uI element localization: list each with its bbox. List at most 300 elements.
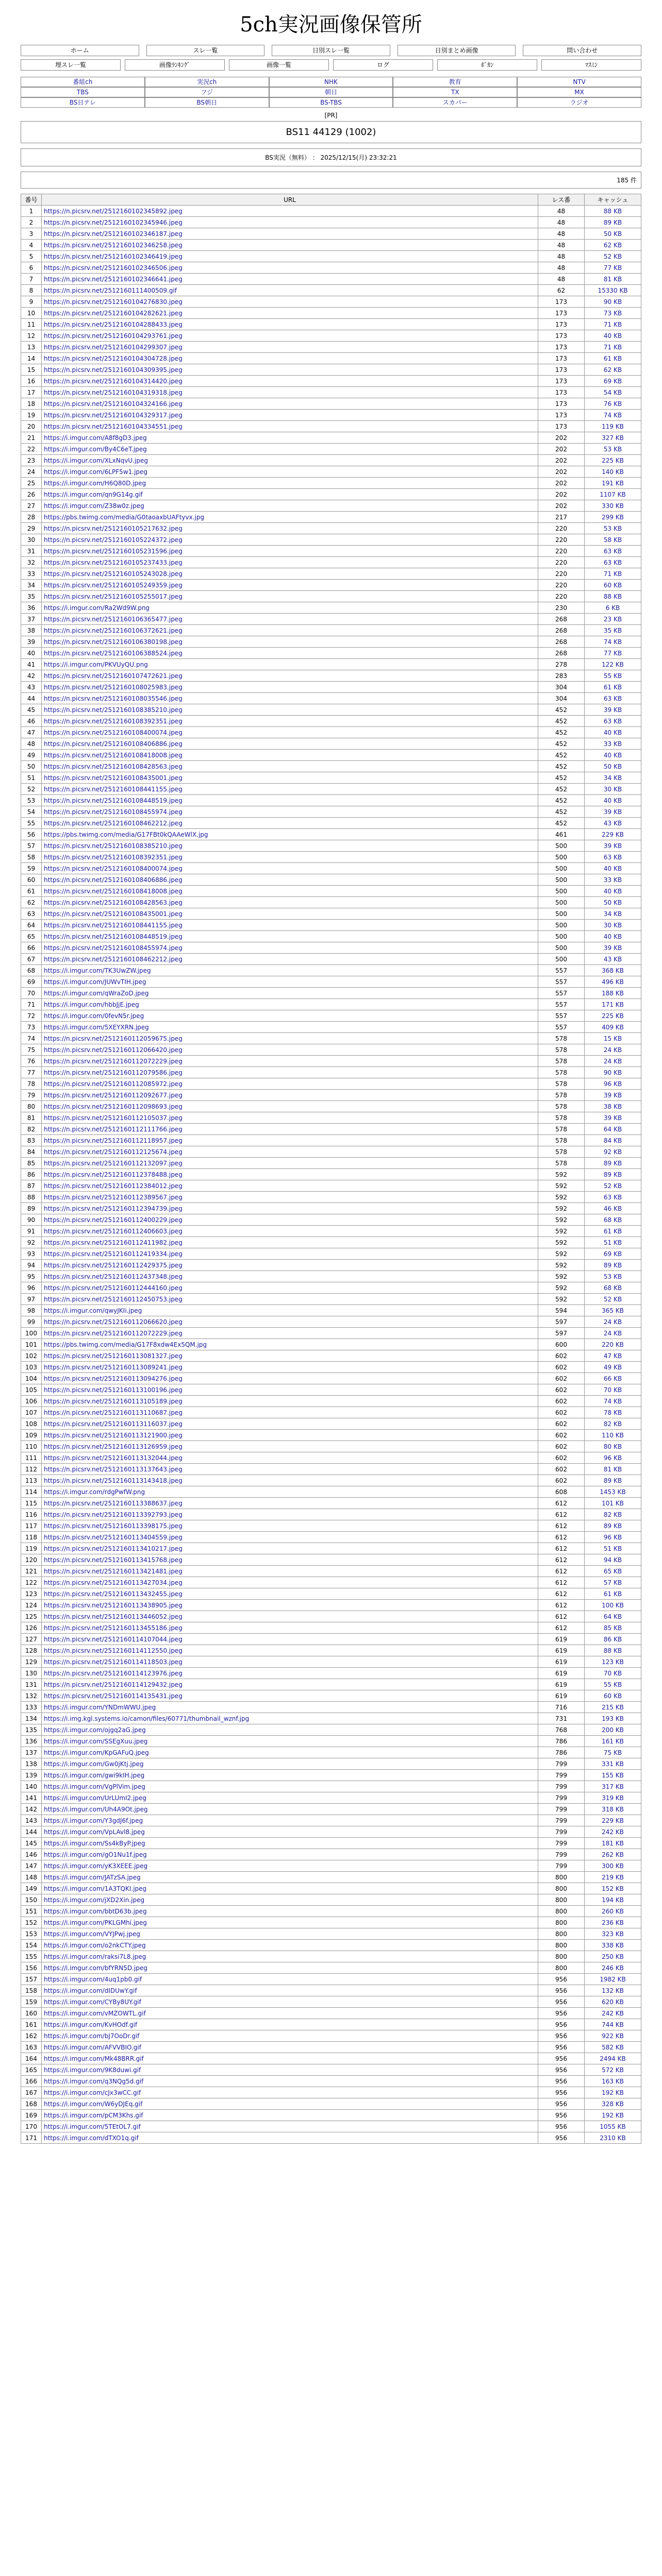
- cache-link[interactable]: 33 KB: [603, 876, 622, 884]
- image-url-link[interactable]: https://n.picsrv.net/2512160113432455.jpeg: [44, 1590, 183, 1598]
- image-url-link[interactable]: https://n.picsrv.net/2512160108462212.jpeg: [44, 819, 183, 827]
- image-url-link[interactable]: https://n.picsrv.net/2512160102346419.jpeg: [44, 252, 183, 260]
- cache-link[interactable]: 39 KB: [603, 1091, 622, 1099]
- cache-link[interactable]: 39 KB: [603, 706, 622, 714]
- cache-link[interactable]: 188 KB: [602, 989, 624, 997]
- cache-link[interactable]: 63 KB: [603, 853, 622, 861]
- cache-link[interactable]: 300 KB: [602, 1862, 624, 1870]
- cache-link[interactable]: 49 KB: [603, 1363, 622, 1371]
- cache-link[interactable]: 225 KB: [602, 456, 624, 464]
- cache-link[interactable]: 53 KB: [603, 524, 622, 532]
- cache-link[interactable]: 57 KB: [603, 1579, 622, 1586]
- station-link[interactable]: ラジオ: [517, 97, 641, 108]
- cache-link[interactable]: 40 KB: [603, 887, 622, 895]
- cache-link[interactable]: 225 KB: [602, 1012, 624, 1020]
- image-url-link[interactable]: https://n.picsrv.net/2512160112105037.jpeg: [44, 1114, 183, 1122]
- nav-image-ranking-button[interactable]: 画像ﾗﾝｷﾝｸﾞ: [125, 59, 225, 71]
- cache-link[interactable]: 250 KB: [602, 1953, 624, 1960]
- cache-link[interactable]: 24 KB: [603, 1057, 622, 1065]
- cache-link[interactable]: 69 KB: [603, 377, 622, 385]
- nav-archived-threads-button[interactable]: 埋スレ一覧: [21, 59, 121, 71]
- image-url-link[interactable]: https://n.picsrv.net/2512160104282621.jpeg: [44, 309, 183, 317]
- image-url-link[interactable]: https://n.picsrv.net/2512160112394739.jpeg: [44, 1205, 183, 1212]
- cache-link[interactable]: 582 KB: [602, 2043, 624, 2051]
- image-url-link[interactable]: https://n.picsrv.net/2512160113105189.jpeg: [44, 1397, 183, 1405]
- cache-link[interactable]: 744 KB: [602, 2021, 624, 2028]
- cache-link[interactable]: 220 KB: [602, 1341, 624, 1348]
- image-url-link[interactable]: https://n.picsrv.net/2512160113388637.jpeg: [44, 1499, 183, 1507]
- cache-link[interactable]: 39 KB: [603, 944, 622, 952]
- image-url-link[interactable]: https://n.picsrv.net/2512160104293761.jpeg: [44, 332, 183, 340]
- cache-link[interactable]: 368 KB: [602, 967, 624, 974]
- image-url-link[interactable]: https://n.picsrv.net/2512160114107044.jpeg: [44, 1635, 183, 1643]
- image-url-link[interactable]: https://i.img.kgl.systems.io/camon/files/60771/thumbnail_wznf.jpg: [44, 1715, 250, 1722]
- image-url-link[interactable]: https://n.picsrv.net/2512160113089241.jpeg: [44, 1363, 183, 1371]
- cache-link[interactable]: 191 KB: [602, 479, 624, 487]
- image-url-link[interactable]: https://n.picsrv.net/2512160112429375.jpeg: [44, 1261, 183, 1269]
- image-url-link[interactable]: https://i.imgur.com/vMZOWTL.gif: [44, 2009, 146, 2017]
- cache-link[interactable]: 123 KB: [602, 1658, 624, 1666]
- image-url-link[interactable]: https://n.picsrv.net/2512160104319318.jpeg: [44, 388, 183, 396]
- station-link[interactable]: 実況ch: [145, 77, 269, 87]
- cache-link[interactable]: 88 KB: [603, 207, 622, 215]
- cache-link[interactable]: 236 KB: [602, 1919, 624, 1926]
- image-url-link[interactable]: https://n.picsrv.net/2512160112085972.jpeg: [44, 1080, 183, 1088]
- cache-link[interactable]: 35 KB: [603, 626, 622, 634]
- cache-link[interactable]: 71 KB: [603, 570, 622, 578]
- image-url-link[interactable]: https://n.picsrv.net/2512160114129432.jpeg: [44, 1681, 183, 1688]
- image-url-link[interactable]: https://n.picsrv.net/2512160104324166.jpeg: [44, 400, 183, 408]
- cache-link[interactable]: 242 KB: [602, 1828, 624, 1836]
- cache-link[interactable]: 23 KB: [603, 615, 622, 623]
- image-url-link[interactable]: https://n.picsrv.net/2512160112059675.jpeg: [44, 1035, 183, 1042]
- image-url-link[interactable]: https://i.imgur.com/5XEYXRN.jpeg: [44, 1023, 149, 1031]
- image-url-link[interactable]: https://i.imgur.com/XLxNqvU.jpeg: [44, 456, 148, 464]
- image-url-link[interactable]: https://pbs.twimg.com/media/G17FBt0kQAAeWlX.jpg: [44, 831, 208, 838]
- cache-link[interactable]: 328 KB: [602, 2100, 624, 2108]
- image-url-link[interactable]: https://n.picsrv.net/2512160112437348.jpeg: [44, 1273, 183, 1280]
- image-url-link[interactable]: https://n.picsrv.net/2512160112406603.jpeg: [44, 1227, 183, 1235]
- image-url-link[interactable]: https://n.picsrv.net/2512160108392351.jpeg: [44, 853, 183, 861]
- cache-link[interactable]: 15 KB: [603, 1035, 622, 1042]
- image-url-link[interactable]: https://n.picsrv.net/2512160108025983.jpeg: [44, 683, 183, 691]
- image-url-link[interactable]: https://n.picsrv.net/2512160108455974.jpeg: [44, 808, 183, 816]
- cache-link[interactable]: 74 KB: [603, 638, 622, 646]
- station-link[interactable]: フジ: [145, 87, 269, 97]
- image-url-link[interactable]: https://n.picsrv.net/2512160112125674.jpeg: [44, 1148, 183, 1156]
- image-url-link[interactable]: https://n.picsrv.net/2512160113081327.jpeg: [44, 1352, 183, 1360]
- cache-link[interactable]: 171 KB: [602, 1001, 624, 1008]
- image-url-link[interactable]: https://n.picsrv.net/2512160104288433.jpeg: [44, 320, 183, 328]
- cache-link[interactable]: 85 KB: [603, 1624, 622, 1632]
- nav-image-list-button[interactable]: 画像一覧: [229, 59, 329, 71]
- image-url-link[interactable]: https://i.imgur.com/1A3TQKI.jpeg: [44, 1885, 147, 1892]
- image-url-link[interactable]: https://i.imgur.com/Z38w0z.jpeg: [44, 502, 144, 510]
- cache-link[interactable]: 81 KB: [603, 275, 622, 283]
- image-url-link[interactable]: https://n.picsrv.net/2512160113410217.jpeg: [44, 1545, 183, 1552]
- cache-link[interactable]: 73 KB: [603, 309, 622, 317]
- cache-link[interactable]: 33 KB: [603, 740, 622, 748]
- cache-link[interactable]: 51 KB: [603, 1545, 622, 1552]
- cache-link[interactable]: 64 KB: [603, 1125, 622, 1133]
- cache-link[interactable]: 40 KB: [603, 865, 622, 872]
- image-url-link[interactable]: https://i.imgur.com/By4C6eT.jpeg: [44, 445, 147, 453]
- image-url-link[interactable]: https://n.picsrv.net/2512160102345946.jpeg: [44, 218, 183, 226]
- cache-link[interactable]: 62 KB: [603, 366, 622, 374]
- cache-link[interactable]: 92 KB: [603, 1148, 622, 1156]
- image-url-link[interactable]: https://n.picsrv.net/2512160102346641.jpeg: [44, 275, 183, 283]
- image-url-link[interactable]: https://n.picsrv.net/2512160113116037.jpeg: [44, 1420, 183, 1428]
- image-url-link[interactable]: https://i.imgur.com/bfYRN5D.jpeg: [44, 1964, 147, 1972]
- image-url-link[interactable]: https://n.picsrv.net/2512160108400074.jpeg: [44, 865, 183, 872]
- cache-link[interactable]: 246 KB: [602, 1964, 624, 1972]
- cache-link[interactable]: 66 KB: [603, 1375, 622, 1382]
- cache-link[interactable]: 55 KB: [603, 1681, 622, 1688]
- cache-link[interactable]: 260 KB: [602, 1907, 624, 1915]
- image-url-link[interactable]: https://n.picsrv.net/2512160112072229.jpeg: [44, 1057, 183, 1065]
- cache-link[interactable]: 89 KB: [603, 1171, 622, 1178]
- image-url-link[interactable]: https://n.picsrv.net/2512160108385210.jpeg: [44, 842, 183, 850]
- image-url-link[interactable]: https://i.imgur.com/Gw0jKtj.jpeg: [44, 1760, 144, 1768]
- image-url-link[interactable]: https://n.picsrv.net/2512160112111766.jpeg: [44, 1125, 183, 1133]
- image-url-link[interactable]: https://n.picsrv.net/2512160112079586.jpeg: [44, 1069, 183, 1076]
- image-url-link[interactable]: https://n.picsrv.net/2512160113137643.jpeg: [44, 1465, 183, 1473]
- cache-link[interactable]: 409 KB: [602, 1023, 624, 1031]
- image-url-link[interactable]: https://i.imgur.com/hbbJjE.jpeg: [44, 1001, 139, 1008]
- image-url-link[interactable]: https://i.imgur.com/cJx3wCC.gif: [44, 2089, 141, 2096]
- cache-link[interactable]: 319 KB: [602, 1794, 624, 1802]
- image-url-link[interactable]: https://n.picsrv.net/2512160113438905.jpeg: [44, 1601, 183, 1609]
- image-url-link[interactable]: https://i.imgur.com/Uh4A9Ot.jpeg: [44, 1805, 148, 1813]
- cache-link[interactable]: 96 KB: [603, 1533, 622, 1541]
- image-url-link[interactable]: https://i.imgur.com/gO1Nu1f.jpeg: [44, 1851, 147, 1858]
- cache-link[interactable]: 89 KB: [603, 218, 622, 226]
- cache-link[interactable]: 30 KB: [603, 921, 622, 929]
- image-url-link[interactable]: https://n.picsrv.net/2512160105249359.jpeg: [44, 581, 183, 589]
- cache-link[interactable]: 110 KB: [602, 1431, 624, 1439]
- cache-link[interactable]: 61 KB: [603, 354, 622, 362]
- image-url-link[interactable]: https://n.picsrv.net/2512160106380198.jpeg: [44, 638, 183, 646]
- cache-link[interactable]: 71 KB: [603, 343, 622, 351]
- image-url-link[interactable]: https://n.picsrv.net/2512160104329317.jpeg: [44, 411, 183, 419]
- cache-link[interactable]: 82 KB: [603, 1420, 622, 1428]
- image-url-link[interactable]: https://i.imgur.com/raksi7L8.jpeg: [44, 1953, 146, 1960]
- image-url-link[interactable]: https://i.imgur.com/qwyJKIi.jpeg: [44, 1307, 142, 1314]
- cache-link[interactable]: 338 KB: [602, 1941, 624, 1949]
- cache-link[interactable]: 1055 KB: [600, 2123, 626, 2130]
- cache-link[interactable]: 50 KB: [603, 230, 622, 238]
- cache-link[interactable]: 63 KB: [603, 558, 622, 566]
- image-url-link[interactable]: https://n.picsrv.net/2512160113143418.jpeg: [44, 1477, 183, 1484]
- cache-link[interactable]: 89 KB: [603, 1261, 622, 1269]
- image-url-link[interactable]: https://i.imgur.com/9K8duwi.gif: [44, 2066, 141, 2074]
- image-url-link[interactable]: https://i.imgur.com/Mk48BRR.gif: [44, 2055, 144, 2062]
- cache-link[interactable]: 52 KB: [603, 1182, 622, 1190]
- image-url-link[interactable]: https://i.imgur.com/Ra2Wd9W.png: [44, 604, 150, 612]
- image-url-link[interactable]: https://n.picsrv.net/2512160105243028.jpeg: [44, 570, 183, 578]
- cache-link[interactable]: 52 KB: [603, 1295, 622, 1303]
- cache-link[interactable]: 100 KB: [602, 1601, 624, 1609]
- image-url-link[interactable]: https://n.picsrv.net/2512160108406886.jpeg: [44, 876, 183, 884]
- cache-link[interactable]: 317 KB: [602, 1783, 624, 1790]
- image-url-link[interactable]: https://n.picsrv.net/2512160111400509.gif: [44, 286, 177, 294]
- image-url-link[interactable]: https://n.picsrv.net/2512160102346506.jpeg: [44, 264, 183, 272]
- cache-link[interactable]: 163 KB: [602, 2077, 624, 2085]
- image-url-link[interactable]: https://n.picsrv.net/2512160113121900.jpeg: [44, 1431, 183, 1439]
- station-link[interactable]: BS朝日: [145, 97, 269, 108]
- station-link[interactable]: NTV: [517, 77, 641, 87]
- cache-link[interactable]: 119 KB: [602, 422, 624, 430]
- nav-contact-button[interactable]: 問い合わせ: [523, 45, 641, 56]
- image-url-link[interactable]: https://i.imgur.com/W6yDJEq.gif: [44, 2100, 143, 2108]
- image-url-link[interactable]: https://i.imgur.com/dIDUwY.gif: [44, 1987, 137, 1994]
- station-link[interactable]: BS日テレ: [21, 97, 145, 108]
- cache-link[interactable]: 140 KB: [602, 468, 624, 476]
- cache-link[interactable]: 39 KB: [603, 808, 622, 816]
- cache-link[interactable]: 1982 KB: [600, 1975, 626, 1983]
- cache-link[interactable]: 46 KB: [603, 1205, 622, 1212]
- image-url-link[interactable]: https://n.picsrv.net/2512160105255017.jpeg: [44, 592, 183, 600]
- cache-link[interactable]: 78 KB: [603, 1409, 622, 1416]
- image-url-link[interactable]: https://i.imgur.com/AFVVBIO.gif: [44, 2043, 141, 2051]
- cache-link[interactable]: 96 KB: [603, 1454, 622, 1462]
- image-url-link[interactable]: https://n.picsrv.net/2512160108385210.jpeg: [44, 706, 183, 714]
- cache-link[interactable]: 38 KB: [603, 1103, 622, 1110]
- image-url-link[interactable]: https://n.picsrv.net/2512160105237433.jpeg: [44, 558, 183, 566]
- image-url-link[interactable]: https://n.picsrv.net/2512160108400074.jpeg: [44, 728, 183, 736]
- image-url-link[interactable]: https://n.picsrv.net/2512160108392351.jpeg: [44, 717, 183, 725]
- image-url-link[interactable]: https://n.picsrv.net/2512160104309395.jpeg: [44, 366, 183, 374]
- cache-link[interactable]: 61 KB: [603, 1590, 622, 1598]
- cache-link[interactable]: 330 KB: [602, 502, 624, 510]
- image-url-link[interactable]: https://n.picsrv.net/2512160112378488.jpeg: [44, 1171, 183, 1178]
- image-url-link[interactable]: https://n.picsrv.net/2512160108441155.jpeg: [44, 921, 183, 929]
- cache-link[interactable]: 51 KB: [603, 1239, 622, 1246]
- cache-link[interactable]: 200 KB: [602, 1726, 624, 1734]
- cache-link[interactable]: 34 KB: [603, 910, 622, 918]
- cache-link[interactable]: 572 KB: [602, 2066, 624, 2074]
- image-url-link[interactable]: https://i.imgur.com/A8f8gD3.jpeg: [44, 434, 147, 442]
- cache-link[interactable]: 52 KB: [603, 252, 622, 260]
- cache-link[interactable]: 318 KB: [602, 1805, 624, 1813]
- cache-link[interactable]: 82 KB: [603, 1511, 622, 1518]
- cache-link[interactable]: 229 KB: [602, 831, 624, 838]
- image-url-link[interactable]: https://i.imgur.com/CYBy8UY.gif: [44, 1998, 141, 2006]
- cache-link[interactable]: 74 KB: [603, 411, 622, 419]
- cache-link[interactable]: 6 KB: [605, 604, 620, 612]
- cache-link[interactable]: 69 KB: [603, 1250, 622, 1258]
- cache-link[interactable]: 24 KB: [603, 1046, 622, 1054]
- station-link[interactable]: スカパー: [393, 97, 517, 108]
- image-url-link[interactable]: https://n.picsrv.net/2512160105231596.jpeg: [44, 547, 183, 555]
- image-url-link[interactable]: https://n.picsrv.net/2512160113398175.jpeg: [44, 1522, 183, 1530]
- cache-link[interactable]: 192 KB: [602, 2089, 624, 2096]
- image-url-link[interactable]: https://n.picsrv.net/2512160108462212.jpeg: [44, 955, 183, 963]
- image-url-link[interactable]: https://i.imgur.com/SSEgXuu.jpeg: [44, 1737, 148, 1745]
- image-url-link[interactable]: https://n.picsrv.net/2512160106365477.jpeg: [44, 615, 183, 623]
- cache-link[interactable]: 90 KB: [603, 298, 622, 306]
- cache-link[interactable]: 24 KB: [603, 1329, 622, 1337]
- image-url-link[interactable]: https://n.picsrv.net/2512160112450753.jpeg: [44, 1295, 183, 1303]
- image-url-link[interactable]: https://n.picsrv.net/2512160108455974.jpeg: [44, 944, 183, 952]
- image-url-link[interactable]: https://i.imgur.com/bbtD63b.jpeg: [44, 1907, 147, 1915]
- image-url-link[interactable]: https://n.picsrv.net/2512160113132044.jpeg: [44, 1454, 183, 1462]
- cache-link[interactable]: 88 KB: [603, 1647, 622, 1654]
- cache-link[interactable]: 34 KB: [603, 774, 622, 782]
- cache-link[interactable]: 43 KB: [603, 955, 622, 963]
- image-url-link[interactable]: https://n.picsrv.net/2512160114123976.jpeg: [44, 1669, 183, 1677]
- image-url-link[interactable]: https://n.picsrv.net/2512160113446052.jpeg: [44, 1613, 183, 1620]
- nav-daily-images-button[interactable]: 日別まとめ画像: [398, 45, 516, 56]
- cache-link[interactable]: 63 KB: [603, 694, 622, 702]
- cache-link[interactable]: 40 KB: [603, 751, 622, 759]
- cache-link[interactable]: 88 KB: [603, 592, 622, 600]
- image-url-link[interactable]: https://i.imgur.com/UrLUmI2.jpeg: [44, 1794, 146, 1802]
- image-url-link[interactable]: https://i.imgur.com/o2nkCTY.jpeg: [44, 1941, 146, 1949]
- image-url-link[interactable]: https://n.picsrv.net/2512160102345892.jpeg: [44, 207, 183, 215]
- image-url-link[interactable]: https://i.imgur.com/JUWvTIH.jpeg: [44, 978, 146, 986]
- cache-link[interactable]: 77 KB: [603, 649, 622, 657]
- image-url-link[interactable]: https://n.picsrv.net/2512160112384012.jpeg: [44, 1182, 183, 1190]
- image-url-link[interactable]: https://n.picsrv.net/2512160104334551.jpeg: [44, 422, 183, 430]
- cache-link[interactable]: 40 KB: [603, 728, 622, 736]
- cache-link[interactable]: 63 KB: [603, 717, 622, 725]
- cache-link[interactable]: 327 KB: [602, 434, 624, 442]
- cache-link[interactable]: 365 KB: [602, 1307, 624, 1314]
- image-url-link[interactable]: https://n.picsrv.net/2512160113094276.jpeg: [44, 1375, 183, 1382]
- image-url-link[interactable]: https://n.picsrv.net/2512160113392793.jpeg: [44, 1511, 183, 1518]
- cache-link[interactable]: 229 KB: [602, 1817, 624, 1824]
- image-url-link[interactable]: https://n.picsrv.net/2512160102346258.jpeg: [44, 241, 183, 249]
- image-url-link[interactable]: https://n.picsrv.net/2512160113110687.jpeg: [44, 1409, 183, 1416]
- cache-link[interactable]: 61 KB: [603, 1227, 622, 1235]
- cache-link[interactable]: 70 KB: [603, 1386, 622, 1394]
- image-url-link[interactable]: https://n.picsrv.net/2512160114112550.jpeg: [44, 1647, 183, 1654]
- image-url-link[interactable]: https://i.imgur.com/VgPlVim.jpeg: [44, 1783, 145, 1790]
- image-url-link[interactable]: https://n.picsrv.net/2512160112098693.jpeg: [44, 1103, 183, 1110]
- cache-link[interactable]: 215 KB: [602, 1703, 624, 1711]
- image-url-link[interactable]: https://n.picsrv.net/2512160108435001.jpeg: [44, 774, 183, 782]
- image-url-link[interactable]: https://i.imgur.com/bJ7OoDr.gif: [44, 2032, 140, 2040]
- image-url-link[interactable]: https://n.picsrv.net/2512160107472621.jpeg: [44, 672, 183, 680]
- cache-link[interactable]: 620 KB: [602, 1998, 624, 2006]
- image-url-link[interactable]: https://i.imgur.com/VpLAvl8.jpeg: [44, 1828, 145, 1836]
- cache-link[interactable]: 50 KB: [603, 762, 622, 770]
- image-url-link[interactable]: https://n.picsrv.net/2512160108418008.jpeg: [44, 887, 183, 895]
- image-url-link[interactable]: https://n.picsrv.net/2512160112444160.jpeg: [44, 1284, 183, 1292]
- cache-link[interactable]: 1453 KB: [600, 1488, 626, 1496]
- cache-link[interactable]: 68 KB: [603, 1216, 622, 1224]
- cache-link[interactable]: 161 KB: [602, 1737, 624, 1745]
- cache-link[interactable]: 1107 KB: [600, 490, 626, 498]
- image-url-link[interactable]: https://n.picsrv.net/2512160113404559.jpeg: [44, 1533, 183, 1541]
- cache-link[interactable]: 55 KB: [603, 672, 622, 680]
- image-url-link[interactable]: https://i.imgur.com/0fevN5r.jpeg: [44, 1012, 144, 1020]
- image-url-link[interactable]: https://n.picsrv.net/2512160104304728.jpeg: [44, 354, 183, 362]
- image-url-link[interactable]: https://n.picsrv.net/2512160102346187.jpeg: [44, 230, 183, 238]
- image-url-link[interactable]: https://i.imgur.com/6LPF5w1.jpeg: [44, 468, 148, 476]
- cache-link[interactable]: 89 KB: [603, 1522, 622, 1530]
- image-url-link[interactable]: https://n.picsrv.net/2512160104314420.jpeg: [44, 377, 183, 385]
- cache-link[interactable]: 58 KB: [603, 536, 622, 544]
- image-url-link[interactable]: https://n.picsrv.net/2512160105224372.jpeg: [44, 536, 183, 544]
- image-url-link[interactable]: https://n.picsrv.net/2512160108035546.jpeg: [44, 694, 183, 702]
- cache-link[interactable]: 81 KB: [603, 1465, 622, 1473]
- image-url-link[interactable]: https://n.picsrv.net/2512160108441155.jpeg: [44, 785, 183, 793]
- image-url-link[interactable]: https://i.imgur.com/KpGAFuQ.jpeg: [44, 1749, 149, 1756]
- nav-masumin-button[interactable]: ﾏｽﾐﾝ: [541, 59, 641, 71]
- image-url-link[interactable]: https://n.picsrv.net/2512160105217632.jpeg: [44, 524, 183, 532]
- cache-link[interactable]: 39 KB: [603, 1114, 622, 1122]
- image-url-link[interactable]: https://n.picsrv.net/2512160112419334.jpeg: [44, 1250, 183, 1258]
- image-url-link[interactable]: https://n.picsrv.net/2512160108435001.jpeg: [44, 910, 183, 918]
- image-url-link[interactable]: https://i.imgur.com/dTXO1q.gif: [44, 2134, 139, 2142]
- cache-link[interactable]: 80 KB: [603, 1443, 622, 1450]
- cache-link[interactable]: 76 KB: [603, 400, 622, 408]
- image-url-link[interactable]: https://i.imgur.com/ojgq2aG.jpeg: [44, 1726, 146, 1734]
- cache-link[interactable]: 219 KB: [602, 1873, 624, 1881]
- image-url-link[interactable]: https://n.picsrv.net/2512160112400229.jpeg: [44, 1216, 183, 1224]
- cache-link[interactable]: 323 KB: [602, 1930, 624, 1938]
- image-url-link[interactable]: https://n.picsrv.net/2512160113427034.jpeg: [44, 1579, 183, 1586]
- cache-link[interactable]: 61 KB: [603, 683, 622, 691]
- cache-link[interactable]: 299 KB: [602, 513, 624, 521]
- image-url-link[interactable]: https://n.picsrv.net/2512160113421481.jpeg: [44, 1567, 183, 1575]
- image-url-link[interactable]: https://n.picsrv.net/2512160113126959.jpeg: [44, 1443, 183, 1450]
- image-url-link[interactable]: https://i.imgur.com/yK3XEEE.jpeg: [44, 1862, 148, 1870]
- image-url-link[interactable]: https://n.picsrv.net/2512160108428563.jpeg: [44, 762, 183, 770]
- image-url-link[interactable]: https://i.imgur.com/4uq1pb0.gif: [44, 1975, 142, 1983]
- image-url-link[interactable]: https://i.imgur.com/qn9G14g.gif: [44, 490, 143, 498]
- cache-link[interactable]: 43 KB: [603, 819, 622, 827]
- nav-daily-thread-list-button[interactable]: 日別スレ一覧: [272, 45, 390, 56]
- station-link[interactable]: TX: [393, 87, 517, 97]
- nav-thread-list-button[interactable]: スレ一覧: [146, 45, 265, 56]
- nav-log-button[interactable]: ログ: [333, 59, 433, 71]
- cache-link[interactable]: 101 KB: [602, 1499, 624, 1507]
- cache-link[interactable]: 922 KB: [602, 2032, 624, 2040]
- cache-link[interactable]: 181 KB: [602, 1839, 624, 1847]
- image-url-link[interactable]: https://i.imgur.com/YNDmWWU.jpeg: [44, 1703, 156, 1711]
- image-url-link[interactable]: https://pbs.twimg.com/media/G0taoaxbUAFtyvx.jpg: [44, 513, 205, 521]
- image-url-link[interactable]: https://n.picsrv.net/2512160112132097.jpeg: [44, 1159, 183, 1167]
- image-url-link[interactable]: https://i.imgur.com/PKLGMhi.jpeg: [44, 1919, 147, 1926]
- cache-link[interactable]: 96 KB: [603, 1080, 622, 1088]
- image-url-link[interactable]: https://i.imgur.com/pCM3Khs.gif: [44, 2111, 143, 2119]
- cache-link[interactable]: 193 KB: [602, 1715, 624, 1722]
- cache-link[interactable]: 70 KB: [603, 1669, 622, 1677]
- image-url-link[interactable]: https://n.picsrv.net/2512160112389567.jpeg: [44, 1193, 183, 1201]
- image-url-link[interactable]: https://n.picsrv.net/2512160112092677.jpeg: [44, 1091, 183, 1099]
- image-url-link[interactable]: https://n.picsrv.net/2512160106372621.jpeg: [44, 626, 183, 634]
- image-url-link[interactable]: https://i.imgur.com/rdgPwfW.png: [44, 1488, 145, 1496]
- image-url-link[interactable]: https://n.picsrv.net/2512160112411982.jpeg: [44, 1239, 183, 1246]
- cache-link[interactable]: 122 KB: [602, 660, 624, 668]
- image-url-link[interactable]: https://n.picsrv.net/2512160112072229.jpeg: [44, 1329, 183, 1337]
- image-url-link[interactable]: https://n.picsrv.net/2512160108448519.jpeg: [44, 796, 183, 804]
- image-url-link[interactable]: https://n.picsrv.net/2512160113455186.jpeg: [44, 1624, 183, 1632]
- nav-bokan-button[interactable]: ﾎﾞｶﾝ: [437, 59, 537, 71]
- image-url-link[interactable]: https://n.picsrv.net/2512160113100196.jpeg: [44, 1386, 183, 1394]
- cache-link[interactable]: 194 KB: [602, 1896, 624, 1904]
- cache-link[interactable]: 40 KB: [603, 332, 622, 340]
- station-link[interactable]: MX: [517, 87, 641, 97]
- image-url-link[interactable]: https://i.imgur.com/Y3gdJ6f.jpeg: [44, 1817, 143, 1824]
- cache-link[interactable]: 94 KB: [603, 1556, 622, 1564]
- cache-link[interactable]: 65 KB: [603, 1567, 622, 1575]
- station-link[interactable]: NHK: [269, 77, 393, 87]
- image-url-link[interactable]: https://i.imgur.com/Ss4kByP.jpeg: [44, 1839, 145, 1847]
